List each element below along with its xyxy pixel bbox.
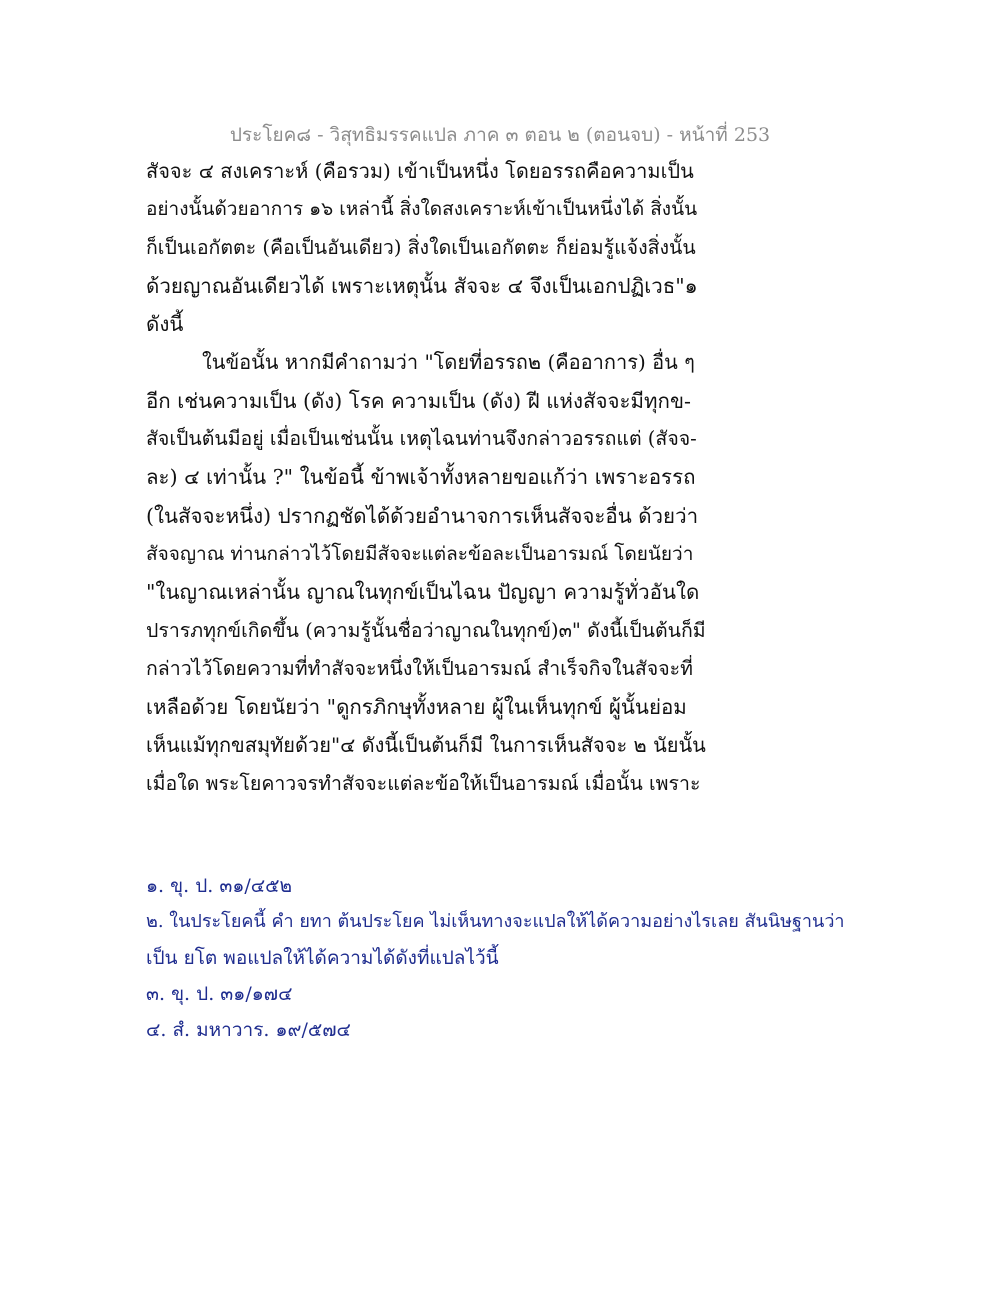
text-line: ก็เป็นเอกัตตะ (คือเป็นอันเดียว) สิ่งใดเป็นเอกัตตะ ก็ย่อมรู้แจ้งสิ่งนั้น [146,235,696,259]
page-header: ประโยค๘ - วิสุทธิมรรคแปล ภาค ๓ ตอน ๒ (ตอนจบ) - หน้าที่ 253 [229,124,771,146]
text-line: ด้วยญาณอันเดียวได้ เพราะเหตุนั้น สัจจะ ๔ จึงเป็นเอกปฏิเวธ"๑ [146,273,698,298]
footnote-2-continued: เป็น ยโต พอแปลให้ได้ความได้ดังที่แปลไว้นี้ [146,947,499,969]
text-line: ปรารภทุกข์เกิดขึ้น (ความรู้นั้นชื่อว่าญาณในทุกข์)๓" ดังนี้เป็นต้นก็มี [146,618,706,642]
text-line: ละ) ๔ เท่านั้น ?" ในข้อนี้ ข้าพเจ้าทั้งหลายขอแก้ว่า เพราะอรรถ [146,465,696,490]
paragraph-start-line: ในข้อนั้น หากมีคำถามว่า "โดยที่อรรถ๒ (คืออาการ) อื่น ๆ [202,350,695,375]
body-text [146,152,706,803]
text-line: เหลือด้วย โดยนัยว่า "ดูกรภิกษุทั้งหลาย ผู้ในเห็นทุกข์ ผู้นั้นย่อม [146,695,687,720]
text-line: สัจจะ ๔ สงเคราะห์ (คือรวม) เข้าเป็นหนึ่ง โดยอรรถคือความเป็น [146,159,694,183]
footnote-4: ๔. สํ. มหาวาร. ๑๙/๕๗๔ [146,1019,351,1041]
text-line: อย่างนั้นด้วยอาการ ๑๖ เหล่านี้ สิ่งใดสงเคราะห์เข้าเป็นหนึ่งได้ สิ่งนั้น [146,198,698,221]
footnote-3: ๓. ขุ. ป. ๓๑/๑๗๔ [146,983,293,1005]
footnote-2: ๒. ในประโยคนี้ คำ ยทา ต้นประโยค ไม่เห็นทางจะแปลให้ได้ความอย่างไรเลย สันนิษฐานว่า [146,911,845,932]
text-line: "ในญาณเหล่านั้น ญาณในทุกข์เป็นไฉน ปัญญา ความรู้ทั่วอันใด [146,580,700,605]
text-line: อีก เช่นความเป็น (ดัง) โรค ความเป็น (ดัง) ฝี แห่งสัจจะมีทุกข- [146,388,691,413]
text-line: สัจเป็นต้นมีอยู่ เมื่อเป็นเช่นนั้น เหตุไฉนท่านจึงกล่าวอรรถแต่ (สัจจ- [146,427,697,451]
footnote-1: ๑. ขุ. ป. ๓๑/๔๕๒ [146,875,293,897]
text-line: กล่าวไว้โดยความที่ทำสัจจะหนึ่งให้เป็นอารมณ์ สำเร็จกิจในสัจจะที่ [146,656,693,680]
footnotes [146,868,846,1048]
text-line: เมื่อใด พระโยคาวจรทำสัจจะแต่ละข้อให้เป็นอารมณ์ เมื่อนั้น เพราะ [146,771,701,795]
text-line: สัจจญาณ ท่านกล่าวไว้โดยมีสัจจะแต่ละข้อละเป็นอารมณ์ โดยนัยว่า [146,542,694,565]
text-line: ดังนี้ [146,312,184,337]
text-line: (ในสัจจะหนึ่ง) ปรากฏชัดได้ด้วยอำนาจการเห็นสัจจะอื่น ด้วยว่า [146,503,699,528]
text-line: เห็นแม้ทุกขสมุทัยด้วย"๔ ดังนี้เป็นต้นก็มี ในการเห็นสัจจะ ๒ นัยนั้น [146,733,706,758]
